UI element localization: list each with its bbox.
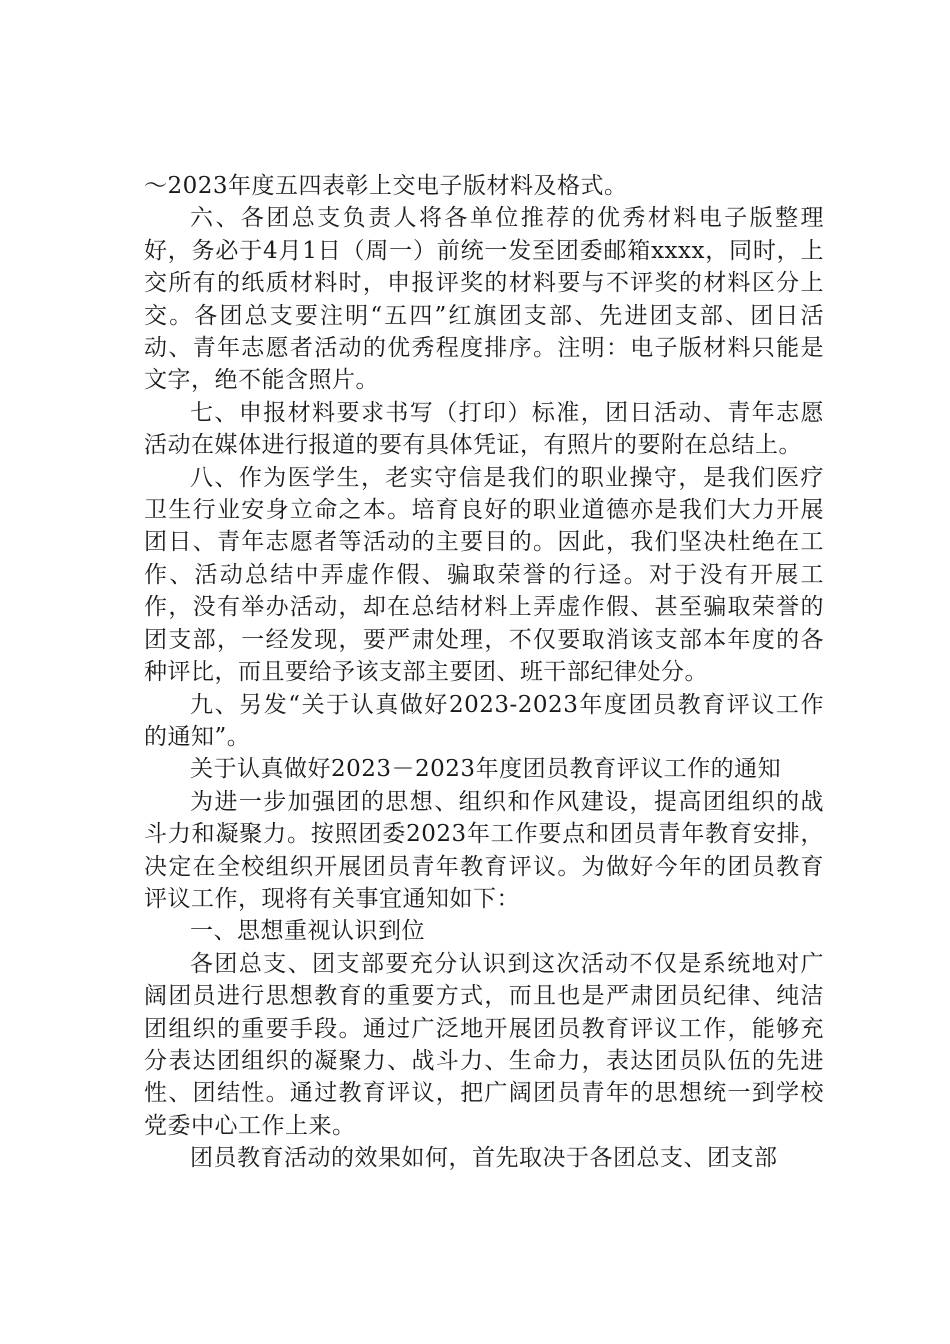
document-body [144,170,824,1175]
section-one-continuation: 团员教育活动的效果如何，首先取决于各团总支、团支部 [190,1145,778,1172]
paragraph-item-seven: 七、申报材料要求书写（打印）标准，团日活动、青年志愿活动在媒体进行报道的要有具体凭证，有照片的要附在总结上。 [144,399,824,459]
paragraph-item-nine: 九、另发“关于认真做好2023-2023年度团员教育评议工作的通知”。 [144,691,824,750]
paragraph-format-line: ～2023年度五四表彰上交电子版材料及格式。 [144,173,628,199]
notice-intro: 为进一步加强团的思想、组织和作风建设，提高团组织的战斗力和凝聚力。按照团委2023年工作要点和团员青年教育安排，决定在全校组织开展团员青年教育评议。为做好今年的团员教育评议工作，现将有关事宜通知如下： [144,788,824,912]
section-heading-one: 一、思想重视认识到位 [190,918,425,945]
paragraph-item-eight: 八、作为医学生，老实守信是我们的职业操守，是我们医疗卫生行业安身立命之本。培育良好的职业道德亦是我们大力开展团日、青年志愿者等活动的主要目的。因此，我们坚决杜绝在工作、活动总结中弄虚作假、骗取荣誉的行迳。对于没有开展工作，没有举办活动，却在总结材料上弄虚作假、甚至骗取荣誉的团支部，一经发现，要严肃处理，不仅要取消该支部本年度的各种评比，而且要给予该支部主要团、班干部纪律处分。 [144,464,824,686]
paragraph-item-six: 六、各团总支负责人将各单位推荐的优秀材料电子版整理好，务必于4月1日（周一）前统一发至团委邮箱xxxx，同时，上交所有的纸质材料时，申报评奖的材料要与不评奖的材料区分上交。各团总支要注明“五四”红旗团支部、先进团支部、团日活动、青年志愿者活动的优秀程度排序。注明：电子版材料只能是文字，绝不能含照片。 [144,205,824,394]
section-one-body: 各团总支、团支部要充分认识到这次活动不仅是系统地对广阔团员进行思想教育的重要方式，而且也是严肃团员纪律、纯洁团组织的重要手段。通过广泛地开展团员教育评议工作，能够充分表达团组织的凝聚力、战斗力、生命力，表达团员队伍的先进性、团结性。通过教育评议，把广阔团员青年的思想统一到学校党委中心工作上来。 [144,950,824,1139]
notice-title: 关于认真做好2023－2023年度团员教育评议工作的通知 [190,756,782,783]
